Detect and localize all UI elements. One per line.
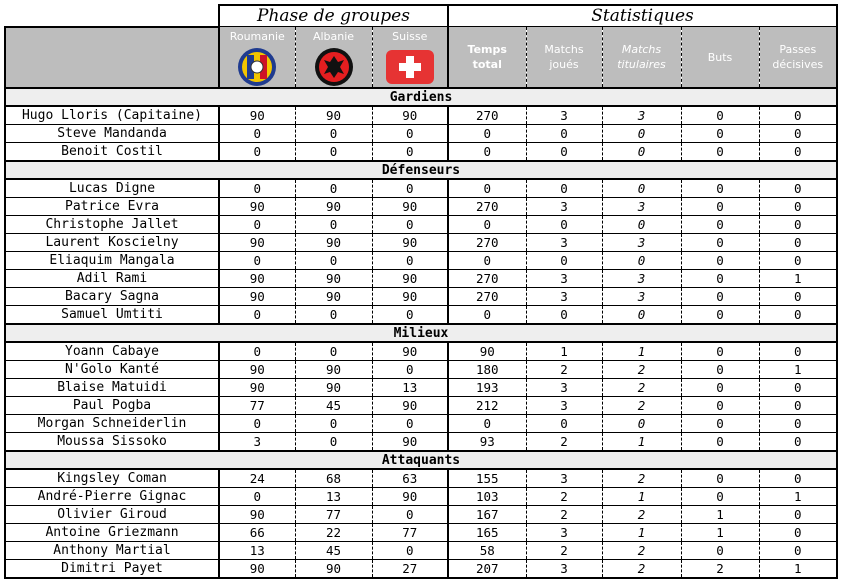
- cell-minutes-albanie: 90: [295, 198, 372, 216]
- romania-crest-icon: [231, 47, 283, 87]
- cell-temps-total: 180: [448, 361, 526, 379]
- cell-matchs-titulaires: 2: [602, 397, 681, 415]
- player-row: [5, 179, 837, 198]
- cell-buts: 0: [681, 542, 759, 560]
- cell-minutes-suisse: 90: [372, 288, 448, 306]
- cell-matchs-joues: 1: [526, 342, 602, 361]
- cell-matchs-titulaires: 2: [602, 469, 681, 488]
- cell-minutes-albanie: 45: [295, 542, 372, 560]
- cell-minutes-albanie: 0: [295, 433, 372, 452]
- cell-matchs-joues: 3: [526, 106, 602, 125]
- player-row: [5, 524, 837, 542]
- cell-minutes-albanie: 90: [295, 234, 372, 252]
- cell-minutes-albanie: 0: [295, 342, 372, 361]
- cell-minutes-roumanie: 90: [219, 198, 295, 216]
- section-row: [5, 451, 837, 469]
- cell-minutes-suisse: 27: [372, 560, 448, 579]
- cell-minutes-suisse: 0: [372, 125, 448, 143]
- stat-header-passes-decisives: Passes décisives: [759, 27, 837, 89]
- player-row: [5, 488, 837, 506]
- cell-temps-total: 193: [448, 379, 526, 397]
- cell-matchs-joues: 0: [526, 179, 602, 198]
- cell-buts: 0: [681, 252, 759, 270]
- cell-matchs-titulaires: 2: [602, 379, 681, 397]
- cell-matchs-joues: 2: [526, 506, 602, 524]
- player-row: [5, 542, 837, 560]
- cell-matchs-joues: 3: [526, 270, 602, 288]
- country-header-suisse: [372, 27, 448, 89]
- player-name: Paul Pogba: [5, 397, 219, 415]
- cell-temps-total: 207: [448, 560, 526, 579]
- cell-minutes-albanie: 90: [295, 288, 372, 306]
- cell-minutes-suisse: 77: [372, 524, 448, 542]
- cell-minutes-roumanie: 0: [219, 179, 295, 198]
- cell-minutes-roumanie: 0: [219, 252, 295, 270]
- cell-buts: 0: [681, 361, 759, 379]
- cell-passes-decisives: 1: [759, 361, 837, 379]
- switzerland-crest-icon: [382, 47, 438, 87]
- cell-matchs-titulaires: 1: [602, 524, 681, 542]
- cell-matchs-joues: 3: [526, 469, 602, 488]
- cell-matchs-joues: 3: [526, 288, 602, 306]
- player-name: Christophe Jallet: [5, 216, 219, 234]
- cell-passes-decisives: 0: [759, 198, 837, 216]
- cell-passes-decisives: 1: [759, 488, 837, 506]
- cell-minutes-albanie: 0: [295, 306, 372, 325]
- cell-minutes-suisse: 0: [372, 506, 448, 524]
- cell-minutes-albanie: 77: [295, 506, 372, 524]
- cell-matchs-joues: 3: [526, 397, 602, 415]
- cell-minutes-roumanie: 0: [219, 216, 295, 234]
- cell-buts: 0: [681, 216, 759, 234]
- cell-minutes-roumanie: 24: [219, 469, 295, 488]
- cell-temps-total: 270: [448, 288, 526, 306]
- cell-temps-total: 0: [448, 179, 526, 198]
- cell-minutes-suisse: 0: [372, 143, 448, 162]
- cell-minutes-suisse: 0: [372, 361, 448, 379]
- cell-minutes-roumanie: 90: [219, 506, 295, 524]
- cell-minutes-roumanie: 90: [219, 361, 295, 379]
- cell-minutes-albanie: 45: [295, 397, 372, 415]
- cell-matchs-titulaires: 0: [602, 216, 681, 234]
- cell-buts: 0: [681, 234, 759, 252]
- cell-buts: 0: [681, 288, 759, 306]
- cell-minutes-albanie: 90: [295, 106, 372, 125]
- stat-header-matchs-titulaires: Matchs titulaires: [602, 27, 681, 89]
- cell-minutes-suisse: 0: [372, 216, 448, 234]
- cell-passes-decisives: 0: [759, 106, 837, 125]
- cell-matchs-joues: 3: [526, 198, 602, 216]
- player-name: Steve Mandanda: [5, 125, 219, 143]
- cell-temps-total: 155: [448, 469, 526, 488]
- cell-matchs-titulaires: 2: [602, 560, 681, 579]
- player-row: [5, 361, 837, 379]
- cell-minutes-albanie: 68: [295, 469, 372, 488]
- cell-minutes-albanie: 90: [295, 270, 372, 288]
- cell-minutes-albanie: 22: [295, 524, 372, 542]
- cell-buts: 0: [681, 488, 759, 506]
- player-name: Benoit Costil: [5, 143, 219, 162]
- player-name: Samuel Umtiti: [5, 306, 219, 325]
- cell-matchs-titulaires: 0: [602, 125, 681, 143]
- cell-minutes-suisse: 0: [372, 542, 448, 560]
- player-row: [5, 234, 837, 252]
- player-name: Moussa Sissoko: [5, 433, 219, 452]
- cell-matchs-titulaires: 0: [602, 415, 681, 433]
- player-row: [5, 506, 837, 524]
- cell-passes-decisives: 1: [759, 560, 837, 579]
- cell-passes-decisives: 0: [759, 506, 837, 524]
- cell-minutes-roumanie: 0: [219, 488, 295, 506]
- cell-minutes-suisse: 0: [372, 252, 448, 270]
- cell-minutes-roumanie: 66: [219, 524, 295, 542]
- player-name: Adil Rami: [5, 270, 219, 288]
- player-name: Bacary Sagna: [5, 288, 219, 306]
- cell-passes-decisives: 0: [759, 433, 837, 452]
- cell-buts: 0: [681, 306, 759, 325]
- cell-temps-total: 0: [448, 125, 526, 143]
- cell-minutes-suisse: 0: [372, 306, 448, 325]
- cell-matchs-titulaires: 3: [602, 270, 681, 288]
- player-name: Patrice Evra: [5, 198, 219, 216]
- cell-temps-total: 0: [448, 252, 526, 270]
- player-name: Blaise Matuidi: [5, 379, 219, 397]
- cell-matchs-titulaires: 3: [602, 198, 681, 216]
- cell-buts: 0: [681, 469, 759, 488]
- cell-buts: 0: [681, 143, 759, 162]
- cell-matchs-joues: 2: [526, 542, 602, 560]
- section-row: [5, 161, 837, 179]
- cell-buts: 1: [681, 506, 759, 524]
- cell-temps-total: 212: [448, 397, 526, 415]
- cell-minutes-roumanie: 90: [219, 106, 295, 125]
- cell-passes-decisives: 0: [759, 542, 837, 560]
- cell-passes-decisives: 0: [759, 288, 837, 306]
- cell-minutes-albanie: 0: [295, 216, 372, 234]
- player-row: [5, 198, 837, 216]
- player-row: [5, 143, 837, 162]
- cell-minutes-roumanie: 3: [219, 433, 295, 452]
- cell-matchs-joues: 3: [526, 379, 602, 397]
- player-name: Laurent Koscielny: [5, 234, 219, 252]
- player-name: Anthony Martial: [5, 542, 219, 560]
- cell-matchs-titulaires: 1: [602, 342, 681, 361]
- cell-minutes-albanie: 0: [295, 415, 372, 433]
- statistiques-title: Statistiques: [448, 5, 837, 27]
- cell-minutes-albanie: 0: [295, 179, 372, 198]
- cell-matchs-titulaires: 1: [602, 433, 681, 452]
- player-row: [5, 415, 837, 433]
- cell-matchs-titulaires: 3: [602, 288, 681, 306]
- country-name-suisse: Suisse: [392, 30, 428, 43]
- cell-temps-total: 0: [448, 216, 526, 234]
- section-title: Gardiens: [5, 88, 837, 106]
- cell-temps-total: 270: [448, 106, 526, 125]
- cell-buts: 0: [681, 125, 759, 143]
- cell-buts: 0: [681, 179, 759, 198]
- cell-passes-decisives: 0: [759, 252, 837, 270]
- player-name: N'Golo Kanté: [5, 361, 219, 379]
- cell-matchs-joues: 3: [526, 234, 602, 252]
- cell-passes-decisives: 0: [759, 306, 837, 325]
- cell-buts: 2: [681, 560, 759, 579]
- section-row: [5, 324, 837, 342]
- cell-buts: 1: [681, 524, 759, 542]
- cell-temps-total: 270: [448, 234, 526, 252]
- cell-passes-decisives: 0: [759, 415, 837, 433]
- cell-minutes-albanie: 0: [295, 125, 372, 143]
- cell-minutes-roumanie: 0: [219, 125, 295, 143]
- cell-minutes-suisse: 90: [372, 488, 448, 506]
- cell-temps-total: 270: [448, 270, 526, 288]
- cell-minutes-suisse: 90: [372, 234, 448, 252]
- cell-minutes-roumanie: 0: [219, 342, 295, 361]
- cell-buts: 0: [681, 270, 759, 288]
- player-row: [5, 106, 837, 125]
- cell-minutes-roumanie: 0: [219, 306, 295, 325]
- country-header-albanie: [295, 27, 372, 89]
- section-title: Attaquants: [5, 451, 837, 469]
- country-header-roumanie: [219, 27, 295, 89]
- cell-minutes-roumanie: 13: [219, 542, 295, 560]
- cell-matchs-joues: 3: [526, 560, 602, 579]
- cell-minutes-albanie: 0: [295, 252, 372, 270]
- player-name: André-Pierre Gignac: [5, 488, 219, 506]
- cell-passes-decisives: 0: [759, 397, 837, 415]
- cell-passes-decisives: 0: [759, 342, 837, 361]
- cell-minutes-roumanie: 0: [219, 143, 295, 162]
- cell-minutes-albanie: 90: [295, 361, 372, 379]
- header-empty-corner: [5, 5, 219, 27]
- cell-buts: 0: [681, 342, 759, 361]
- player-name: Yoann Cabaye: [5, 342, 219, 361]
- cell-minutes-roumanie: 77: [219, 397, 295, 415]
- cell-minutes-suisse: 0: [372, 179, 448, 198]
- player-name: Lucas Digne: [5, 179, 219, 198]
- cell-minutes-roumanie: 90: [219, 270, 295, 288]
- cell-matchs-joues: 0: [526, 415, 602, 433]
- cell-matchs-joues: 0: [526, 306, 602, 325]
- cell-minutes-roumanie: 90: [219, 379, 295, 397]
- player-column-header: [5, 27, 219, 89]
- cell-temps-total: 58: [448, 542, 526, 560]
- stats-table-wrapper: [4, 4, 838, 579]
- cell-matchs-joues: 2: [526, 433, 602, 452]
- player-row: [5, 306, 837, 325]
- cell-matchs-joues: 2: [526, 488, 602, 506]
- player-name: Morgan Schneiderlin: [5, 415, 219, 433]
- cell-minutes-suisse: 63: [372, 469, 448, 488]
- player-row: [5, 216, 837, 234]
- cell-buts: 0: [681, 379, 759, 397]
- cell-matchs-titulaires: 2: [602, 542, 681, 560]
- cell-minutes-suisse: 13: [372, 379, 448, 397]
- cell-passes-decisives: 0: [759, 379, 837, 397]
- cell-passes-decisives: 0: [759, 524, 837, 542]
- country-name-roumanie: Roumanie: [229, 30, 285, 43]
- cell-buts: 0: [681, 198, 759, 216]
- phase-de-groupes-title: Phase de groupes: [219, 5, 448, 27]
- cell-matchs-titulaires: 0: [602, 143, 681, 162]
- cell-minutes-suisse: 90: [372, 270, 448, 288]
- cell-buts: 0: [681, 106, 759, 125]
- cell-passes-decisives: 0: [759, 216, 837, 234]
- cell-passes-decisives: 0: [759, 143, 837, 162]
- player-row: [5, 342, 837, 361]
- cell-minutes-suisse: 0: [372, 415, 448, 433]
- cell-buts: 0: [681, 415, 759, 433]
- cell-passes-decisives: 0: [759, 125, 837, 143]
- cell-matchs-joues: 0: [526, 252, 602, 270]
- player-name: Hugo Lloris (Capitaine): [5, 106, 219, 125]
- cell-matchs-joues: 3: [526, 524, 602, 542]
- cell-minutes-albanie: 13: [295, 488, 372, 506]
- cell-matchs-titulaires: 0: [602, 252, 681, 270]
- player-row: [5, 560, 837, 579]
- player-row: [5, 270, 837, 288]
- albania-crest-icon: [308, 47, 360, 87]
- cell-matchs-joues: 0: [526, 125, 602, 143]
- cell-minutes-suisse: 90: [372, 397, 448, 415]
- cell-minutes-suisse: 90: [372, 433, 448, 452]
- cell-minutes-albanie: 90: [295, 560, 372, 579]
- cell-matchs-joues: 2: [526, 361, 602, 379]
- player-row: [5, 252, 837, 270]
- player-stats-table: [4, 4, 838, 579]
- cell-minutes-roumanie: 0: [219, 415, 295, 433]
- cell-temps-total: 90: [448, 342, 526, 361]
- cell-minutes-suisse: 90: [372, 198, 448, 216]
- cell-minutes-roumanie: 90: [219, 560, 295, 579]
- cell-temps-total: 0: [448, 143, 526, 162]
- player-name: Kingsley Coman: [5, 469, 219, 488]
- cell-matchs-titulaires: 2: [602, 506, 681, 524]
- cell-passes-decisives: 1: [759, 270, 837, 288]
- cell-matchs-joues: 0: [526, 216, 602, 234]
- cell-passes-decisives: 0: [759, 469, 837, 488]
- cell-matchs-titulaires: 2: [602, 361, 681, 379]
- cell-matchs-titulaires: 3: [602, 106, 681, 125]
- cell-minutes-albanie: 90: [295, 379, 372, 397]
- cell-passes-decisives: 0: [759, 234, 837, 252]
- cell-minutes-roumanie: 90: [219, 288, 295, 306]
- country-name-albanie: Albanie: [312, 30, 355, 43]
- player-row: [5, 397, 837, 415]
- cell-matchs-titulaires: 0: [602, 179, 681, 198]
- stat-header-temps-total: Temps total: [448, 27, 526, 89]
- cell-matchs-titulaires: 1: [602, 488, 681, 506]
- cell-temps-total: 0: [448, 306, 526, 325]
- player-name: Antoine Griezmann: [5, 524, 219, 542]
- stat-header-matchs-joues: Matchs joués: [526, 27, 602, 89]
- cell-buts: 0: [681, 433, 759, 452]
- cell-minutes-albanie: 0: [295, 143, 372, 162]
- cell-temps-total: 0: [448, 415, 526, 433]
- cell-matchs-titulaires: 3: [602, 234, 681, 252]
- player-rows: [5, 88, 837, 578]
- cell-temps-total: 270: [448, 198, 526, 216]
- player-row: [5, 433, 837, 452]
- stat-header-buts: Buts: [681, 27, 759, 89]
- player-row: [5, 469, 837, 488]
- cell-temps-total: 167: [448, 506, 526, 524]
- cell-matchs-joues: 0: [526, 143, 602, 162]
- player-row: [5, 379, 837, 397]
- section-row: [5, 88, 837, 106]
- section-title: Défenseurs: [5, 161, 837, 179]
- player-row: [5, 125, 837, 143]
- player-name: Eliaquim Mangala: [5, 252, 219, 270]
- player-name: Dimitri Payet: [5, 560, 219, 579]
- section-title: Milieux: [5, 324, 837, 342]
- cell-matchs-titulaires: 0: [602, 306, 681, 325]
- cell-passes-decisives: 0: [759, 179, 837, 198]
- player-row: [5, 288, 837, 306]
- player-name: Olivier Giroud: [5, 506, 219, 524]
- cell-temps-total: 165: [448, 524, 526, 542]
- cell-temps-total: 103: [448, 488, 526, 506]
- cell-minutes-roumanie: 90: [219, 234, 295, 252]
- cell-buts: 0: [681, 397, 759, 415]
- cell-temps-total: 93: [448, 433, 526, 452]
- cell-minutes-suisse: 90: [372, 342, 448, 361]
- cell-minutes-suisse: 90: [372, 106, 448, 125]
